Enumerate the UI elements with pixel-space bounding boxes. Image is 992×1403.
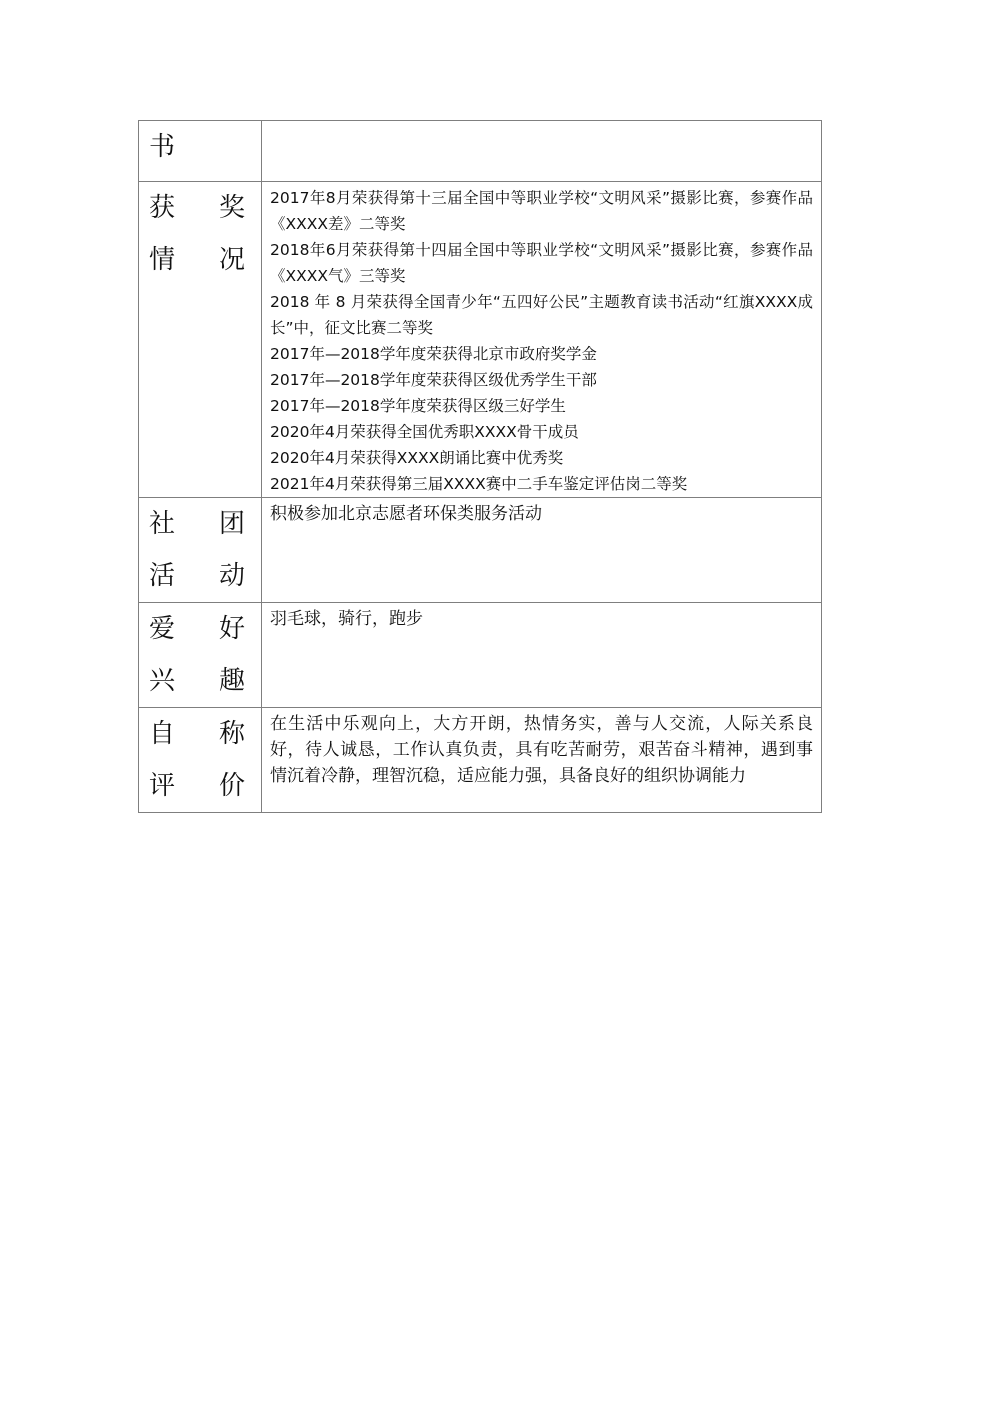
label-hobby: 爱好兴趣 bbox=[149, 614, 255, 696]
row-book bbox=[139, 121, 822, 182]
label-cell-club bbox=[139, 498, 262, 603]
award-item: 2018 年 8 月荣获得全国青少年“五四好公民”主题教育读书活动“红旗XXXX成长”中，征文比赛二等奖 bbox=[270, 293, 813, 337]
label-cell-book bbox=[139, 121, 262, 182]
row-club bbox=[139, 498, 822, 603]
row-awards bbox=[139, 182, 822, 498]
award-item: 2020年4月荣获得全国优秀职XXXX骨干成员 bbox=[270, 423, 579, 441]
label-self-eval: 自称评价 bbox=[149, 719, 255, 801]
label-book: 书 bbox=[149, 132, 186, 162]
row-self-eval bbox=[139, 708, 822, 813]
award-item: 2017年—2018学年度荣获得北京市政府奖学金 bbox=[270, 345, 597, 363]
label-club: 社团活动 bbox=[149, 509, 255, 591]
label-awards: 获奖情况 bbox=[149, 193, 255, 275]
content-cell-self-eval bbox=[262, 708, 822, 813]
content-cell-club bbox=[262, 498, 822, 603]
award-item: 2017年8月荣获得第十三届全国中等职业学校“文明风采”摄影比赛，参赛作品《XXXX差》二等奖 bbox=[270, 189, 813, 233]
content-cell-book bbox=[262, 121, 822, 182]
award-item: 2020年4月荣获得XXXX朗诵比赛中优秀奖 bbox=[270, 449, 564, 467]
award-item: 2017年—2018学年度荣获得区级三好学生 bbox=[270, 397, 566, 415]
awards-list bbox=[270, 182, 813, 497]
content-hobby: 羽毛球，骑行，跑步 bbox=[270, 609, 423, 629]
resume-table bbox=[138, 120, 822, 813]
content-cell-awards bbox=[262, 182, 822, 498]
content-self-eval: 在生活中乐观向上，大方开朗，热情务实，善与人交流，人际关系良好，待人诚恳，工作认真负责，具有吃苦耐劳，艰苦奋斗精神，遇到事情沉着冷静，理智沉稳，适应能力强，具备良好的组织协调能力 bbox=[270, 714, 813, 786]
label-cell-self-eval bbox=[139, 708, 262, 813]
label-cell-awards bbox=[139, 182, 262, 498]
award-item: 2017年—2018学年度荣获得区级优秀学生干部 bbox=[270, 371, 597, 389]
award-item: 2021年4月荣获得第三届XXXX赛中二手车鉴定评估岗二等奖 bbox=[270, 475, 688, 493]
content-club: 积极参加北京志愿者环保类服务活动 bbox=[270, 504, 542, 524]
award-item: 2018年6月荣获得第十四届全国中等职业学校“文明风采”摄影比赛，参赛作品《XXXX气》三等奖 bbox=[270, 241, 813, 285]
content-cell-hobby bbox=[262, 603, 822, 708]
row-hobby bbox=[139, 603, 822, 708]
label-cell-hobby bbox=[139, 603, 262, 708]
